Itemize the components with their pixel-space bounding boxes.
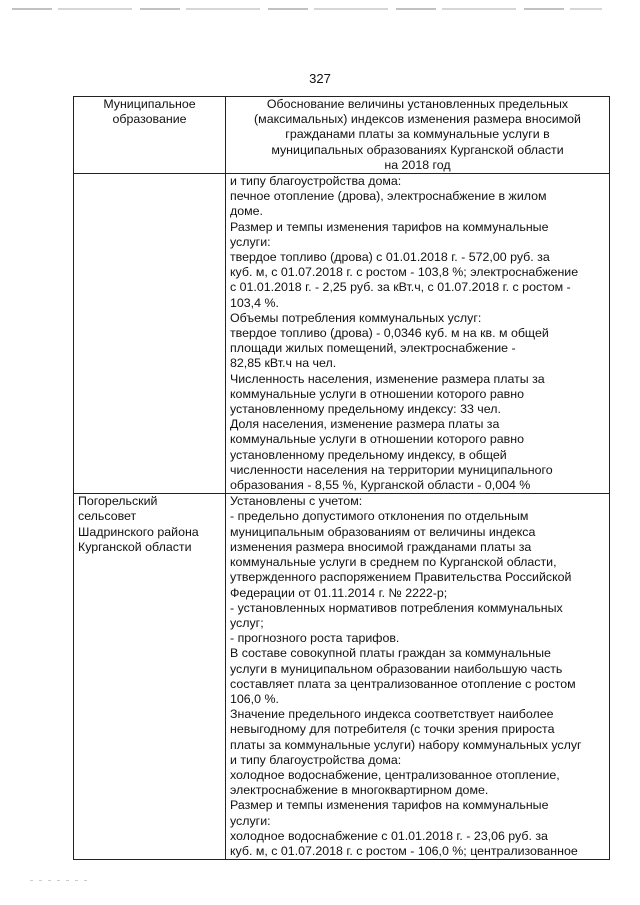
municipality-line: Курганской области [78,539,192,554]
text-line: услуги в муниципальном образовании наибольшую часть [230,661,563,676]
text-line: твердое топливо (дрова) с 01.01.2018 г. - 572,00 руб. за [230,250,550,265]
header-col2-line: гражданами платы за коммунальные услуги в [285,127,550,142]
text-line: Значение предельного индекса соответствует наиболее [230,707,554,722]
header-col2-line: муниципальных образованиях Курганской области [271,142,564,157]
text-line: - установленных нормативов потребления коммунальных [230,600,563,615]
text-line: и типу благоустройства дома: [230,174,402,189]
text-line: печное отопление (дрова), электроснабжение в жилом [230,189,547,204]
municipality-cell-empty [74,174,226,494]
header-col2-line: на 2018 год [384,157,451,172]
text-line: доме. [230,204,263,219]
text-line: платы за коммунальные услуги) набору коммунальных услуг [230,737,582,752]
text-line: изменения размера вносимой гражданами платы за [230,539,532,554]
text-line: невыгодному для потребителя (с точки зрения прироста [230,722,555,737]
text-line: Размер и темпы изменения тарифов на коммунальные [230,219,549,234]
text-line: куб. м, с 01.07.2018 г. с ростом - 103,8 %; электроснабжение [230,265,579,280]
text-line: муниципальным образованиям от величины индекса [230,524,536,539]
text-line: Доля населения, изменение размера платы за [230,417,500,432]
header-col2-line: (максимальных) индексов изменения размера вносимой [254,112,581,127]
scan-artifact-bottom [30,880,90,881]
table-header-row [74,97,610,174]
text-line: численности населения на территории муниципального [230,462,553,477]
text-line: услуг; [230,615,264,630]
text-line: электроснабжение в многоквартирном доме. [230,783,489,798]
text-line: 103,4 %. [230,295,279,310]
text-line: В составе совокупной платы граждан за коммунальные [230,646,551,661]
text-line: Установлены с учетом: [230,494,363,509]
text-line: холодное водоснабжение, централизованное отопление, [230,767,560,782]
text-line: Размер и темпы изменения тарифов на коммунальные [230,798,549,813]
text-line: коммунальные услуги в отношении которого равно [230,432,524,447]
table-row-pogorelsky [74,494,610,860]
text-line: образования - 8,55 %, Курганской области - 0,004 % [230,478,531,493]
text-line: и типу благоустройства дома: [230,752,402,767]
table-row-continuation [74,174,610,494]
header-col1-line: Муниципальное [103,97,196,111]
header-municipality [74,97,226,174]
text-line: Объемы потребления коммунальных услуг: [230,310,482,325]
justification-cell [226,494,610,860]
text-line: - предельно допустимого отклонения по отдельным [230,509,529,524]
municipality-cell [74,494,226,860]
text-line: Федерации от 01.11.2014 г. № 2222-р; [230,585,448,600]
text-line: - прогнозного роста тарифов. [230,631,400,646]
text-line: установленному предельному индексу: 33 чел. [230,402,501,417]
municipality-line: Шадринского района [78,524,199,539]
municipality-line: сельсовет [78,509,137,524]
text-line: с 01.01.2018 г. - 2,25 руб. за кВт.ч, с 01.07.2018 г. с ростом - [230,280,571,295]
text-line: холодное водоснабжение с 01.01.2018 г. - 23,06 руб. за [230,828,548,843]
text-line: коммунальные услуги в отношении которого равно [230,386,524,401]
header-col1-line: образование [112,112,187,127]
text-line: 106,0 %. [230,691,279,706]
municipality-line: Погорельский [78,494,158,509]
text-line: утвержденного распоряжением Правительства Российской [230,570,572,585]
text-line: установленному предельному индексу, в общей [230,447,507,462]
text-line: куб. м, с 01.07.2018 г. с ростом - 106,0 %; централизованное [230,843,578,858]
text-line: услуги: [230,234,271,249]
text-line: составляет плата за централизованное отопление с ростом [230,676,576,691]
header-justification [226,97,610,174]
text-line: Численность населения, изменение размера платы за [230,371,545,386]
scan-artifact-top [12,8,602,10]
justification-cell [226,174,610,494]
text-line: 82,85 кВт.ч на чел. [230,356,337,371]
text-line: площади жилых помещений, электроснабжение - [230,341,516,356]
justification-table [73,96,610,860]
text-line: твердое топливо (дрова) - 0,0346 куб. м на кв. м общей [230,326,549,341]
page-number: 327 [309,71,331,86]
text-line: коммунальные услуги в среднем по Курганской области, [230,555,557,570]
text-line: услуги: [230,813,271,828]
header-col2-line: Обоснование величины установленных предельных [266,97,569,111]
